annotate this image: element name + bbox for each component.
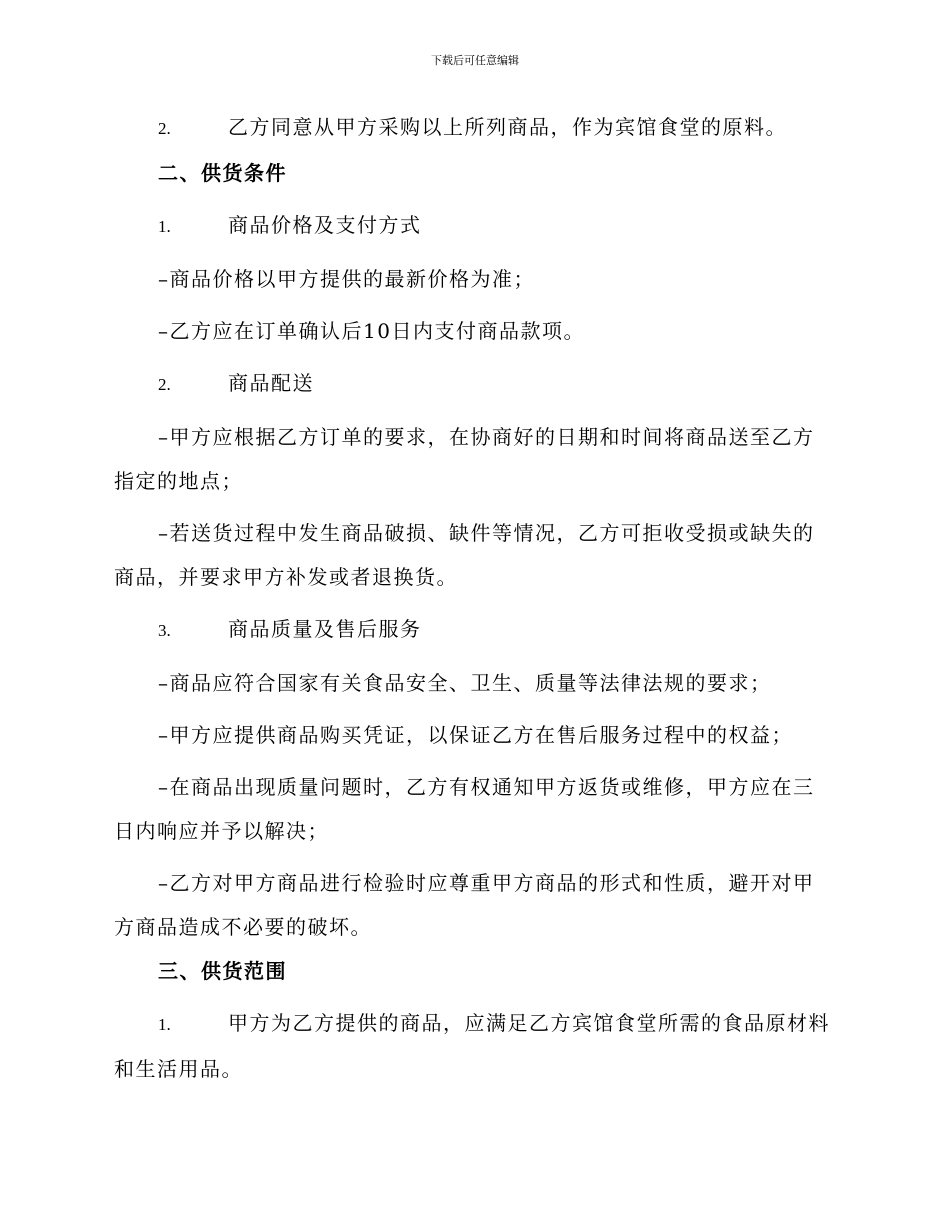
page-header: 下载后可任意编辑 bbox=[431, 54, 519, 67]
paragraph-line: 和生活用品。 bbox=[114, 1057, 243, 1081]
section-heading: 三、供货范围 bbox=[158, 959, 287, 983]
item-text: 甲方为乙方提供的商品，应满足乙方宾馆食堂所需的食品原材料 bbox=[228, 1011, 830, 1035]
paragraph-line: –甲方应根据乙方订单的要求，在协商好的日期和时间将商品送至乙方 bbox=[158, 425, 815, 449]
list-item bbox=[114, 361, 839, 407]
paragraph: –乙方应在订单确认后10日内支付商品款项。 bbox=[158, 319, 585, 343]
paragraph-line bbox=[114, 1001, 839, 1047]
item-text: 乙方同意从甲方采购以上所列商品，作为宾馆食堂的原料。 bbox=[228, 115, 787, 139]
paragraph: –商品价格以甲方提供的最新价格为准； bbox=[158, 267, 535, 291]
paragraph-line: 指定的地点； bbox=[114, 469, 243, 493]
paragraph-line: 商品，并要求甲方补发或者退换货。 bbox=[114, 565, 458, 589]
item-text: 商品质量及售后服务 bbox=[228, 617, 422, 641]
item-number: 2. bbox=[158, 119, 171, 138]
list-item bbox=[114, 203, 839, 249]
list-item bbox=[114, 1001, 839, 1091]
paragraph-line: 方商品造成不必要的破坏。 bbox=[114, 915, 372, 939]
paragraph-line: –乙方对甲方商品进行检验时应尊重甲方商品的形式和性质，避开对甲 bbox=[158, 871, 815, 895]
paragraph-line: 日内响应并予以解决； bbox=[114, 819, 329, 843]
list-item bbox=[114, 607, 839, 653]
paragraph: –甲方应提供商品购买凭证，以保证乙方在售后服务过程中的权益； bbox=[158, 723, 793, 747]
paragraph bbox=[114, 861, 839, 949]
paragraph bbox=[114, 765, 839, 853]
item-number: 2. bbox=[158, 375, 171, 394]
document-body bbox=[114, 105, 839, 1091]
item-number: 1. bbox=[158, 1015, 171, 1034]
item-text: 商品价格及支付方式 bbox=[228, 213, 422, 237]
section-heading: 二、供货条件 bbox=[158, 161, 287, 185]
item-text: 商品配送 bbox=[228, 371, 314, 395]
paragraph bbox=[114, 415, 839, 503]
item-number: 1. bbox=[158, 217, 171, 236]
paragraph: –商品应符合国家有关食品安全、卫生、质量等法律法规的要求； bbox=[158, 671, 772, 695]
paragraph bbox=[114, 511, 839, 599]
list-item bbox=[114, 105, 839, 151]
paragraph-line: –在商品出现质量问题时，乙方有权通知甲方返货或维修，甲方应在三 bbox=[158, 775, 815, 799]
paragraph-line: –若送货过程中发生商品破损、缺件等情况，乙方可拒收受损或缺失的 bbox=[158, 521, 815, 545]
item-number: 3. bbox=[158, 621, 171, 640]
